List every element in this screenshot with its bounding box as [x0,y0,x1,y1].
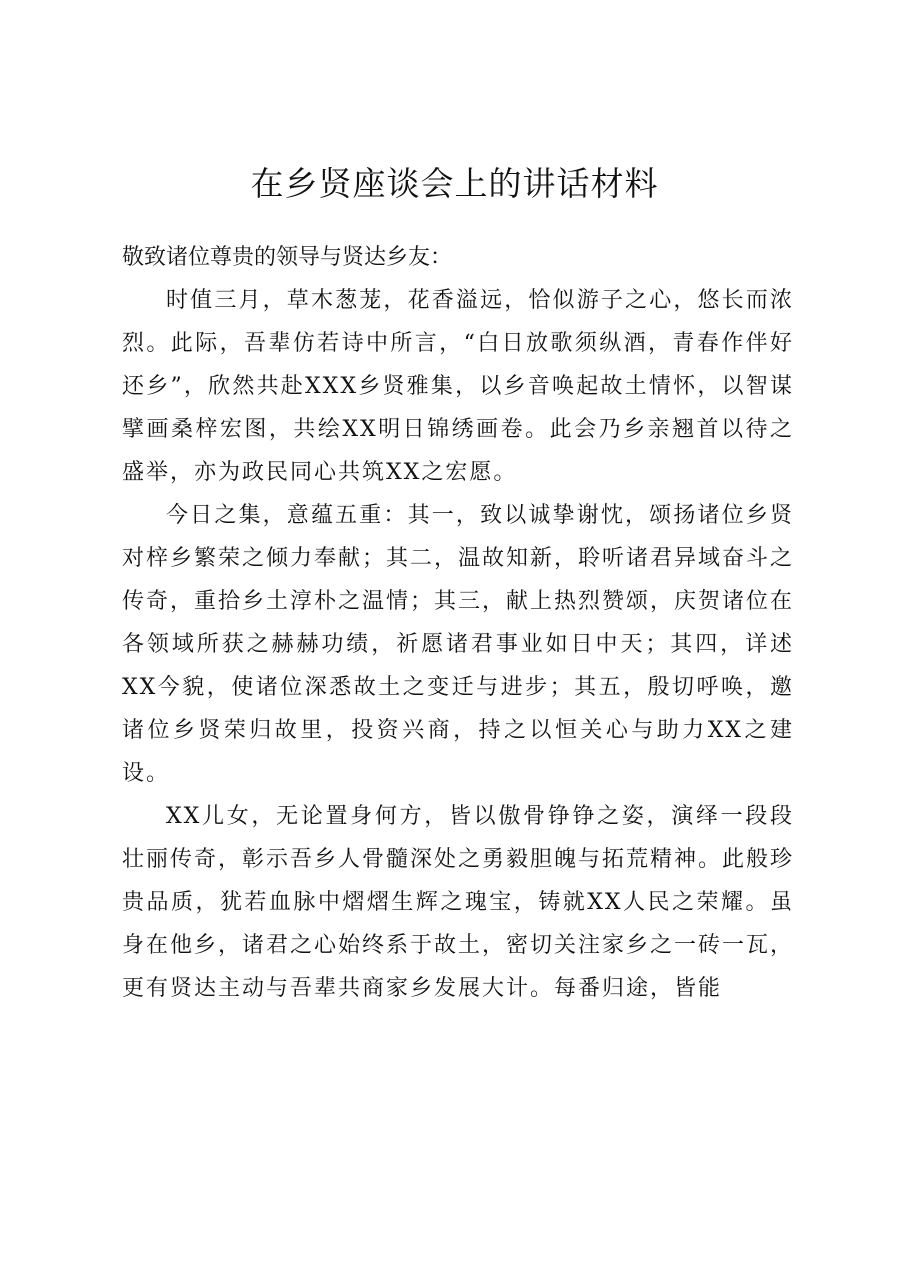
paragraph-2: 今日之集，意蕴五重：其一，致以诚挚谢忱，颂扬诸位乡贤对梓乡繁荣之倾力奉献；其二，温故知新，聆听诸君异域奋斗之传奇，重拾乡土淳朴之温情；其三，献上热烈赞颂，庆贺诸位在各领域所获之赫赫功绩，祈愿诸君事业如日中天；其四，详述XX今貌，使诸位深悉故土之变迁与进步；其五，殷切呼唤，邀诸位乡贤荣归故里，投资兴商，持之以恒关心与助力XX之建设。 [122,503,795,786]
paragraph-1: 时值三月，草木葱茏，花香溢远，恰似游子之心，悠长而浓烈。此际，吾辈仿若诗中所言，“白日放歌须纵酒，青春作伴好还乡”，欣然共赴XXX乡贤雅集，以乡音唤起故土情怀，以智谋擘画桑梓宏图，共绘XX明日锦绣画卷。此会乃乡亲翘首以待之盛举，亦为政民同心共筑XX之宏愿。 [122,288,794,485]
paragraph-3: XX儿女，无论置身何方，皆以傲骨铮铮之姿，演绎一段段壮丽传奇，彰示吾乡人骨髓深处之勇毅胆魄与拓荒精神。此般珍贵品质，犹若血脉中熠熠生辉之瑰宝，铸就XX人民之荣耀。虽身在他乡，诸君之心始终系于故土，密切关注家乡之一砖一瓦，更有贤达主动与吾辈共商家乡发展大计。每番归途，皆能 [122,804,795,1001]
document-body [122,236,794,1010]
salutation: 敬致诸位尊贵的领导与贤达乡友： [122,245,453,270]
document-title: 在乡贤座谈会上的讲话材料 [250,164,659,203]
